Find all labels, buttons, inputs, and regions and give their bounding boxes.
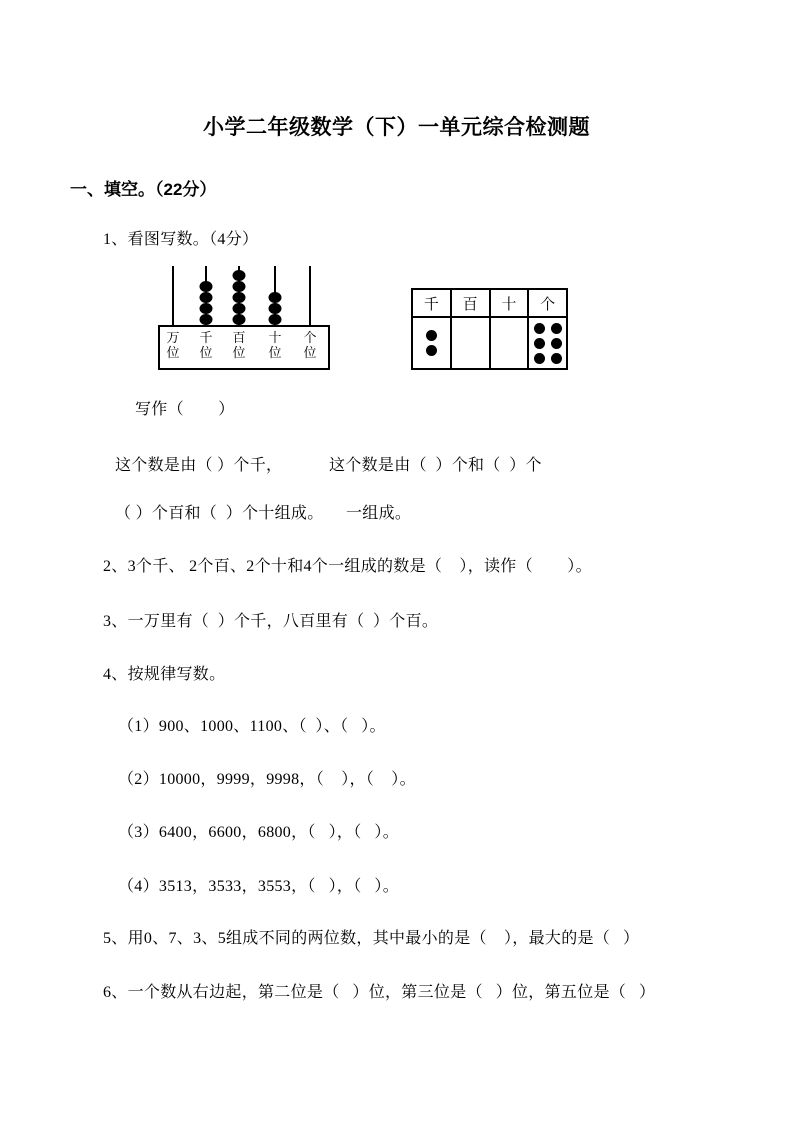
abacus-place-label: 个位: [303, 330, 317, 360]
pv-dot: [551, 323, 562, 334]
abacus-bead: [269, 292, 282, 303]
abacus-place-label: 百位: [232, 330, 246, 360]
pv-dot: [534, 323, 545, 334]
abacus-bead: [233, 292, 246, 303]
page-title: 小学二年级数学（下）一单元综合检测题: [203, 116, 590, 139]
question-3: 3、一万里有（ ）个千，八百里有（ ）个百。: [103, 613, 439, 630]
abacus-bead: [200, 314, 213, 325]
abacus-bead: [200, 292, 213, 303]
place-value-table: [411, 288, 568, 370]
pv-dot-group: [491, 318, 528, 368]
q1-label: 1、看图写数。（4分）: [103, 231, 259, 248]
compose-left-top: 这个数是由（ ）个千，: [115, 457, 283, 474]
question-4-item-4: （4）3513，3533，3553，（ ），（ ）。: [118, 878, 399, 895]
pv-dot: [534, 338, 545, 349]
abacus-bead: [269, 314, 282, 325]
pv-dot: [551, 338, 562, 349]
question-4-item-1: （1）900、1000、1100、（ ）、（ ）。: [118, 718, 386, 735]
pv-dot-group: [413, 318, 450, 368]
abacus-diagram: [158, 264, 330, 370]
place-value-table-wrap: [411, 288, 568, 370]
abacus-place-label: 十位: [268, 330, 282, 360]
compose-right-top: 这个数是由（ ）个和（ ）个: [329, 457, 542, 474]
compose-right-bottom: 一组成。: [346, 505, 412, 522]
pv-data-cell: [412, 317, 451, 369]
abacus-bead: [233, 303, 246, 314]
pv-dot-group: [529, 318, 566, 368]
abacus-rod: [172, 266, 174, 326]
pv-dot: [551, 353, 562, 364]
abacus-bead: [233, 281, 246, 292]
question-5: 5、用0、7、3、5组成不同的两位数，其中最小的是（ ），最大的是（ ）: [103, 930, 640, 947]
question-6: 6、一个数从右边起，第二位是（ ）位，第三位是（ ）位，第五位是（ ）: [103, 984, 656, 1001]
write-as-line: 写作（ ）: [135, 401, 235, 418]
question-4-item-2: （2）10000，9999，9998，（ ），（ ）。: [118, 771, 416, 788]
abacus-place-label: 万位: [166, 330, 180, 360]
pv-header-cell: 个: [528, 289, 567, 317]
abacus-bead: [269, 303, 282, 314]
abacus-bead: [200, 303, 213, 314]
pv-data-cell: [528, 317, 567, 369]
section-heading: 一、填空。（22分）: [70, 180, 217, 199]
pv-header-cell: 千: [412, 289, 451, 317]
pv-header-cell: 十: [490, 289, 529, 317]
abacus-bead: [200, 281, 213, 292]
pv-dot: [426, 345, 437, 356]
pv-header-cell: 百: [451, 289, 490, 317]
abacus-bead: [233, 270, 246, 281]
question-4-label: 4、按规律写数。: [103, 666, 226, 683]
abacus-bead: [233, 314, 246, 325]
compose-left-bottom: （ ）个百和（ ）个十组成。: [115, 505, 324, 522]
pv-data-cell: [451, 317, 490, 369]
question-4-item-3: （3）6400，6600，6800，（ ），（ ）。: [118, 824, 399, 841]
abacus-place-label: 千位: [199, 330, 213, 360]
pv-dot-group: [452, 318, 489, 368]
pv-dot: [426, 330, 437, 341]
pv-data-cell: [490, 317, 529, 369]
abacus-rod: [309, 266, 311, 326]
pv-dot: [534, 353, 545, 364]
question-2: 2、3个千、 2个百、2个十和4个一组成的数是（ ），读作（ ）。: [103, 558, 592, 575]
